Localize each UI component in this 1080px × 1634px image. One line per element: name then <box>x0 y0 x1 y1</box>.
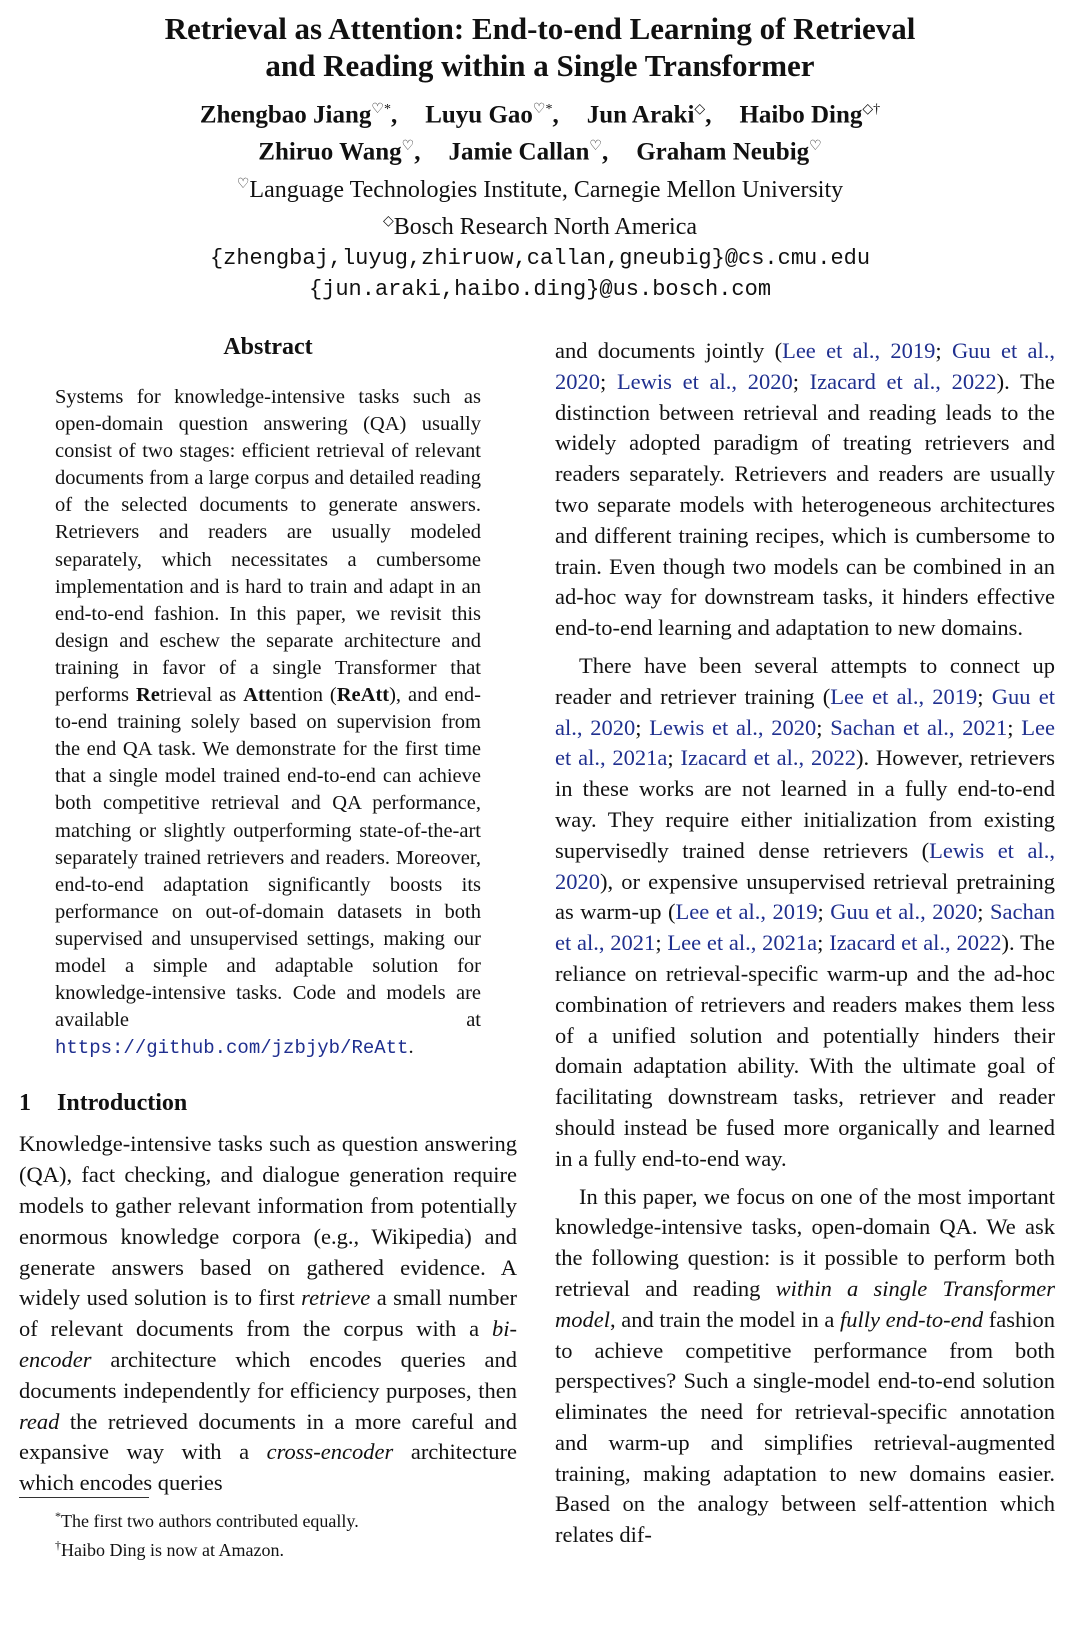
citation-link[interactable]: Lee et al., 2019 <box>830 683 978 709</box>
citation-link[interactable]: Lee et al., 2019 <box>782 338 936 363</box>
citation-link[interactable]: Izacard et al., 2022 <box>680 745 856 771</box>
email-line: {jun.araki,haibo.ding}@us.bosch.com <box>308 276 772 302</box>
section-heading: 1 Introduction <box>19 1090 188 1117</box>
intro-paragraph-3: In this paper, we focus on one of the most important knowledge-intensive tasks, open-domain QA. We ask the following question: is it possible to perform both retrieval and reading within a single Transformer model, and train the model in a fully end-to-end fashion to achieve competitive performance from both perspectives? Such a single-model end-to-end solution eliminates the need for retrieval-specific annotation and warm-up and simplifies retrieval-augmented training, making adaptation to new domains easier. Based on the analogy between self-attention which relates dif- <box>555 1183 1055 1548</box>
affiliation: ◇Bosch Research North America <box>382 213 697 240</box>
citation-link[interactable]: Lee et al., 2019 <box>675 899 818 925</box>
footnote: †Haibo Ding is now at Amazon. <box>55 1538 284 1560</box>
citation-link[interactable]: Lewis et al., 2020 <box>555 837 1055 894</box>
paper-header <box>0 10 1080 305</box>
citation-link[interactable]: Izacard et al., 2022 <box>809 368 997 394</box>
citation-link[interactable]: Guu et al., 2020 <box>555 683 1055 740</box>
footnote: *The first two authors contributed equally. <box>55 1509 359 1531</box>
author: Haibo Ding◇† <box>739 101 881 129</box>
author-list <box>0 94 1080 169</box>
author: Jamie Callan♡, <box>448 138 609 166</box>
citation-link[interactable]: Sachan et al., 2021 <box>830 714 1008 740</box>
affiliation: ♡Language Technologies Institute, Carnegie Mellon University <box>236 176 844 203</box>
citation-link[interactable]: Lee et al., 2021a <box>555 714 1055 771</box>
title-line-2: and Reading within a Single Transformer <box>265 48 815 83</box>
author: Zhengbao Jiang♡*, <box>199 101 398 129</box>
citation-link[interactable]: Guu et al., 2020 <box>555 338 1055 394</box>
paper-title <box>0 10 1080 84</box>
title-line-1: Retrieval as Attention: End-to-end Learning of Retrieval <box>164 11 916 46</box>
email-line: {zhengbaj,luyug,zhiruow,callan,gneubig}@cs.cmu.edu <box>209 245 871 271</box>
citation-link[interactable]: Guu et al., 2020 <box>830 899 978 925</box>
abstract-heading: Abstract <box>223 334 313 360</box>
author: Jun Araki◇, <box>586 101 712 129</box>
citation-link[interactable]: Izacard et al., 2022 <box>829 930 1002 956</box>
left-column <box>19 332 517 1499</box>
abstract-text: Systems for knowledge-intensive tasks such as open-domain question answering (QA) usually consist of two stages: efficient retrieval of relevant documents from a large corpus and detailed reading of the selected documents to generate answers. Retrievers and readers are usually modeled separately, which necessitates a cumbersome implementation and is hard to train and adapt in an end-to-end fashion. In this paper, we revisit this design and eschew the separate architecture and training in favor of a single Transformer that performs Retrieval as Attention (ReAtt), and end-to-end training solely based on supervision from the end QA task. We demonstrate for the first time that a single model trained end-to-end can achieve both competitive retrieval and QA performance, matching or slightly outperforming state-of-the-art separately trained retrievers and readers. Moreover, end-to-end adaptation significantly boosts its performance on out-of-domain datasets in both supervised and unsupervised settings, making our model a simple and adaptable solution for knowledge-intensive tasks. Code and models are available at https://github.com/jzbjyb/ReAtt. <box>55 386 481 1060</box>
intro-paragraph-1: Knowledge-intensive tasks such as question answering (QA), fact checking, and dialogue generation require models to gather relevant information from potentially enormous knowledge corpora (e.g., Wikipedia) and generate answers based on gathered evidence. A widely used solution is to first retrieve a small number of relevant documents from the corpus with a bi-encoder architecture which encodes queries and documents independently for efficiency purposes, then read the retrieved documents in a more careful and expansive way with a cross-encoder architecture which encodes queries <box>19 1131 517 1496</box>
footnote-rule <box>19 1497 149 1498</box>
intro-paragraph-1-continued: and documents jointly (Lee et al., 2019; Guu et al., 2020; Lewis et al., 2020; Izacard et al., 2022). The distinction between retrieval and reading leads to the widely adopted paradigm of treating retrievers and readers separately. Retrievers and readers are usually two separate models with heterogeneous architectures and different training recipes, which is cumbersome to train. Even though two models can be combined in an ad-hoc way for downstream tasks, it hinders effective end-to-end learning and adaptation to new domains. <box>555 338 1055 641</box>
citation-link[interactable]: Lewis et al., 2020 <box>616 368 793 394</box>
citation-link[interactable]: Lee et al., 2021a <box>667 930 818 956</box>
citation-link[interactable]: Lewis et al., 2020 <box>649 714 817 740</box>
citation-link[interactable]: Sachan et al., 2021 <box>555 899 1055 956</box>
author: Luyu Gao♡*, <box>425 101 559 129</box>
intro-paragraph-2: There have been several attempts to connect up reader and retriever training (Lee et al., 2019; Guu et al., 2020; Lewis et al., 2020; Sachan et al., 2021; Lee et al., 2021a; Izacard et al., 2022). However, retrievers in these works are not learned in a fully end-to-end way. They require either initialization from existing supervisedly trained dense retrievers (Lewis et al., 2020), or expensive unsupervised retrieval pretraining as warm-up (Lee et al., 2019; Guu et al., 2020; Sachan et al., 2021; Lee et al., 2021a; Izacard et al., 2022). The reliance on retrieval-specific warm-up and the ad-hoc combination of retrievers and readers makes them less of a unified solution and potentially hinders their domain adaptation ability. With the ultimate goal of facilitating downstream tasks, retriever and reader should instead be fused more organically and learned in a fully end-to-end way. <box>555 652 1055 1171</box>
author: Graham Neubig♡ <box>636 138 822 166</box>
footnotes <box>19 1497 517 1562</box>
code-link[interactable]: https://github.com/jzbjyb/ReAtt <box>55 1037 409 1060</box>
author: Zhiruo Wang♡, <box>258 138 421 166</box>
right-column <box>555 336 1055 1551</box>
